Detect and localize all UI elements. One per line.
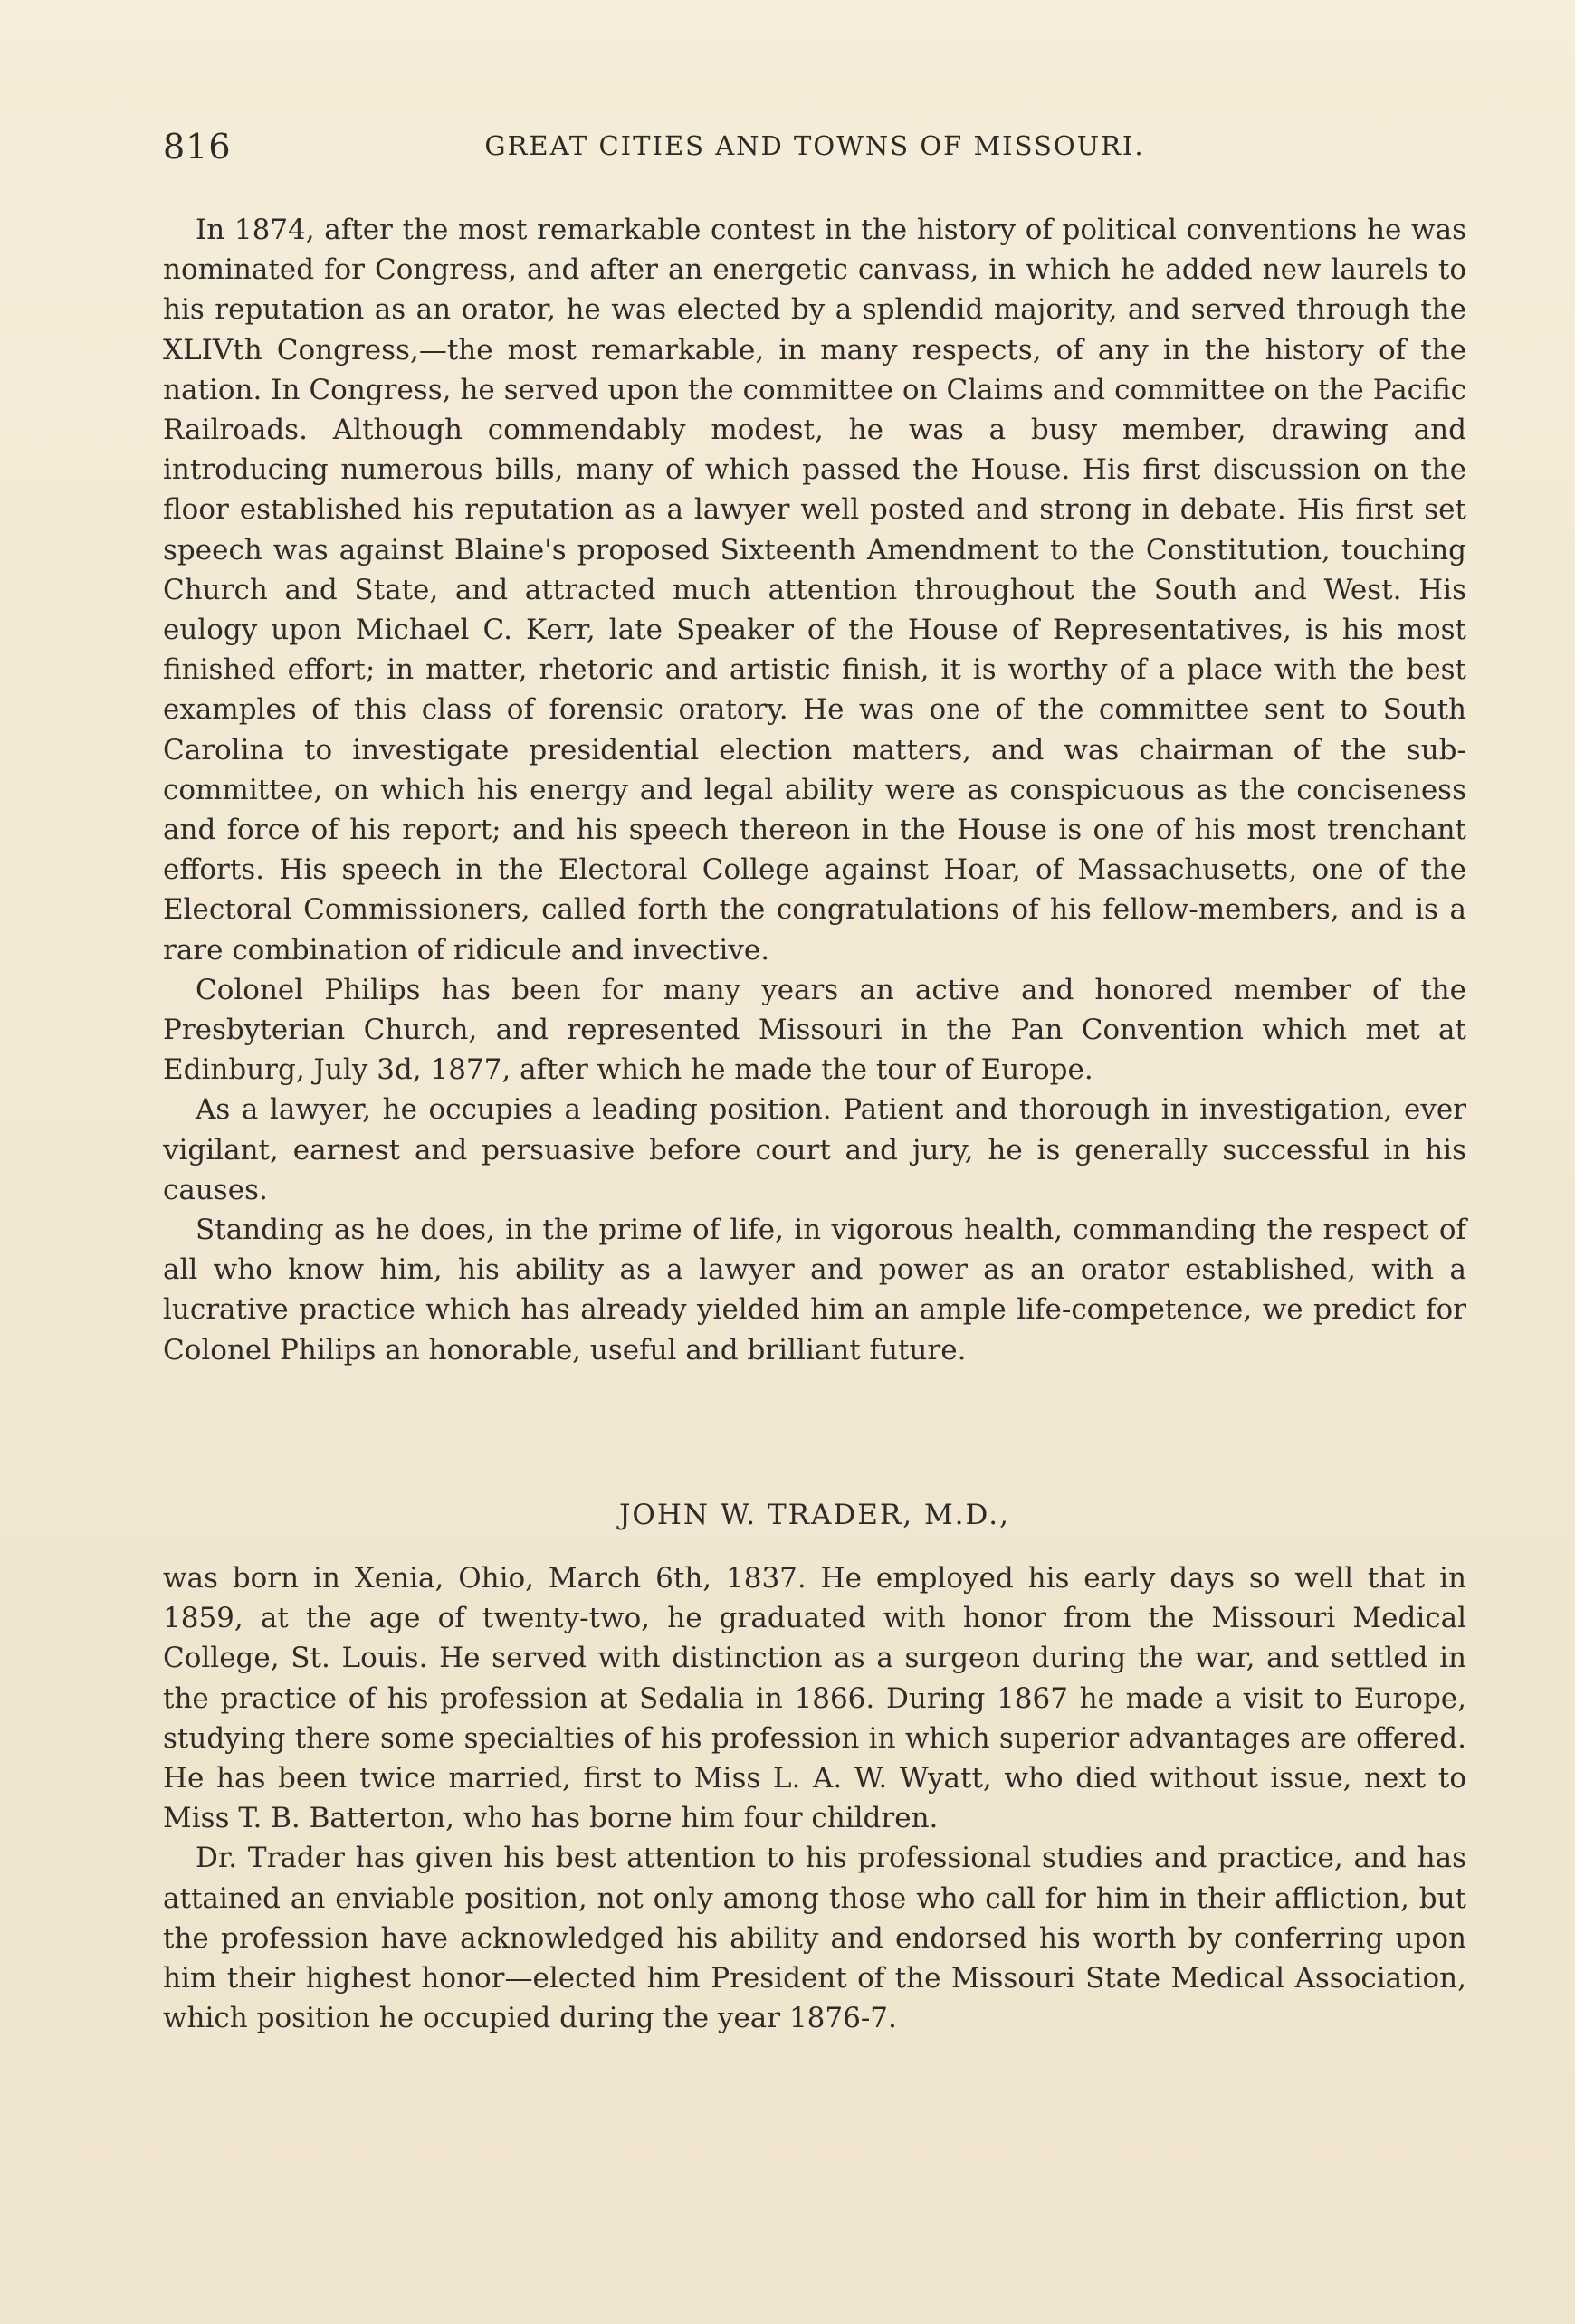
paragraph-future-prediction: Standing as he does, in the prime of life, in vigorous health, commanding the respect of all who know him, his ability as a lawyer and power as an orator established, with a lucrative practice which has already yielded him an ample life-competence, we predict for Colonel Philips an honorable, useful and brilliant future. bbox=[163, 1214, 1466, 1367]
trader-biography-section bbox=[163, 1558, 1466, 2038]
paragraph-church-membership: Colonel Philips has been for many years an active and honored member of the Presbyterian Church, and represented Missouri in the Pan Convention which met at Edinburg, July 3d, 1877, after which he made the tour of Europe. bbox=[163, 973, 1466, 1087]
trader-section-heading: JOHN W. TRADER, M.D., bbox=[619, 1499, 1010, 1531]
page-header bbox=[163, 127, 1466, 181]
running-title: GREAT CITIES AND TOWNS OF MISSOURI. bbox=[484, 130, 1145, 161]
page-number: 816 bbox=[163, 127, 232, 167]
paragraph-trader-early-life: was born in Xenia, Ohio, March 6th, 1837. He employed his early days so well that in 1859, at the age of twenty-two, he graduated with honor from the Missouri Medical College, St. Louis. He served with distinction as a surgeon during the war, and settled in the practice of his profession at Sedalia in 1866. During 1867 he made a visit to Europe, studying there some specialties of his profession in which superior advantages are offered. He has been twice married, first to Miss L. A. W. Wyatt, who died without issue, next to Miss T. B. Batterton, who has borne him four children. bbox=[163, 1562, 1466, 1835]
paragraph-congress-career: In 1874, after the most remarkable contest in the history of political conventions he was nominated for Congress, and after an energetic canvass, in which he added new laurels to his reputation as an orator, he was elected by a splendid majority, and served through the XLIVth Congress,—the most remarkable, in many respects, of any in the history of the nation. In Congress, he served upon the committee on Claims and committee on the Pacific Railroads. Although commendably modest, he was a busy member, drawing and introducing numerous bills, many of which passed the House. His first discussion on the floor established his reputation as a lawyer well posted and strong in debate. His first set speech was against Blaine's proposed Sixteenth Amendment to the Constitution, touching Church and State, and attracted much attention throughout the South and West. His eulogy upon Michael C. Kerr, late Speaker of the House of Representatives, is his most finished effort; in matter, rhetoric and artistic finish, it is worthy of a place with the best examples of this class of forensic oratory. He was one of the committee sent to South Carolina to investigate presidential election matters, and was chairman of the sub-committee, on which his energy and legal ability were as conspicuous as the conciseness and force of his report; and his speech thereon in the House is one of his most trenchant efforts. His speech in the Electoral College against Hoar, of Massachusetts, one of the Electoral Commissioners, called forth the congratulations of his fellow-members, and is a rare combination of ridicule and invective. bbox=[163, 214, 1466, 967]
paragraph-trader-honors: Dr. Trader has given his best attention to his professional studies and practice, and has attained an enviable position, not only among those who call for him in their affliction, but the profession have acknowledged his ability and endorsed his worth by conferring upon him their highest honor—elected him President of the Missouri State Medical Association, which position he occupied during the year 1876-7. bbox=[163, 1842, 1466, 2035]
paragraph-lawyer-position: As a lawyer, he occupies a leading position. Patient and thorough in investigation, ever vigilant, earnest and persuasive before court and jury, he is generally successful in his causes. bbox=[163, 1093, 1466, 1206]
philips-biography-section bbox=[163, 210, 1466, 1370]
